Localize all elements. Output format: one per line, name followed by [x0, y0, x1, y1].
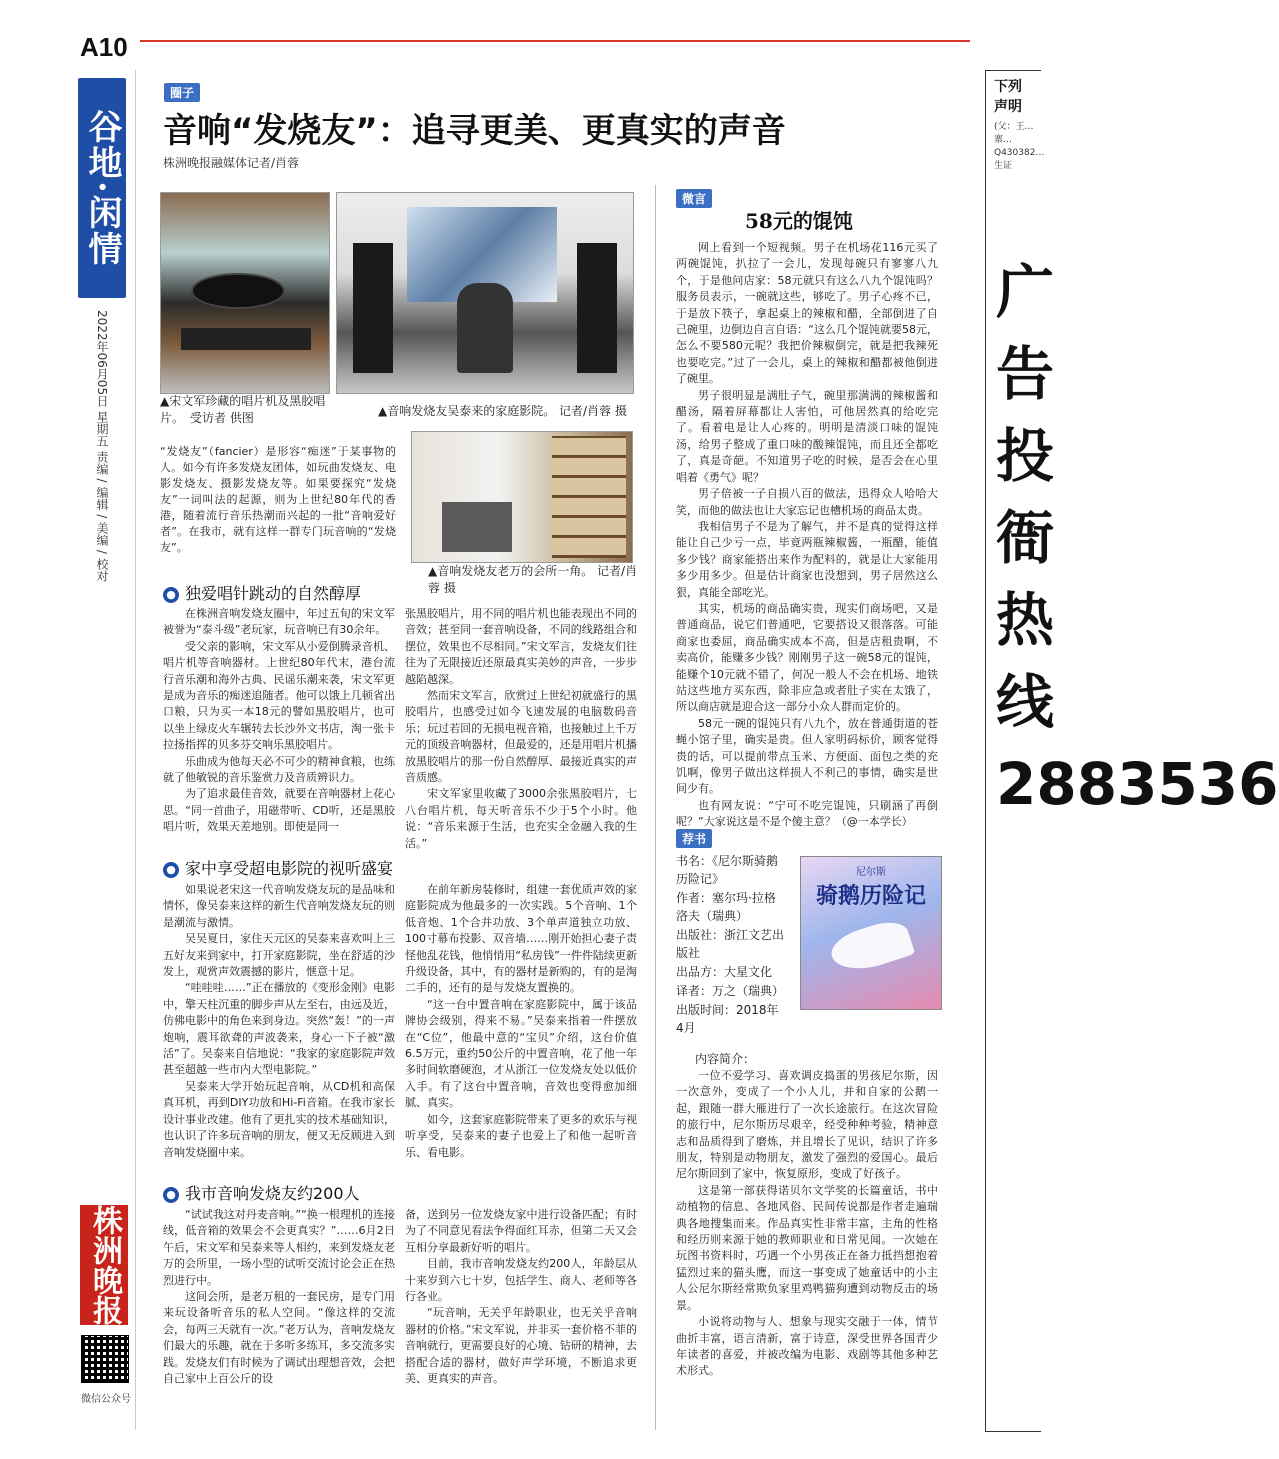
section-2-left-column: 如果说老宋这一代音响发烧友玩的是品味和情怀，像吴泰来这样的新生代音响发烧友玩的则是潮流与激情。 吴吴夏日，家住天元区的吴泰来喜欢叫上三五好友来到家中，打开家庭影院，坐在舒适的沙发上，观赏声效震撼的影片，惬意十足。 “哇哇哇……”正在播放的《变形金刚》电影中，擎天柱沉重的脚步声从左至右，由远及近，仿佛电影中的角色来到身边。突然“轰！”的一声炮响，震耳欲聋的声波袭来，身心一下子被“激活”了。吴泰来自信地说：“我家的家庭影院声效甚至超越一些市内大型电影院。” 吴泰来大学开始玩起音响，从CD机和高保真耳机，再到DIY功放和Hi-Fi音箱。在我市家长设计事业改建。他有了更扎实的技术基础知识，也认识了许多玩音响的朋友，便又无反顾进入到音响发烧圈中来。 [163, 883, 395, 1159]
book-intro: 一位不爱学习、喜欢调皮捣蛋的男孩尼尔斯，因一次意外，变成了一个小人儿，并和自家的公鹅一起，跟随一群大雁进行了一次长途旅行。在这次冒险的旅行中，尼尔斯历尽艰辛，经受种种考验，精神意志和品质得到了磨炼，并且增长了见识，结识了许多朋友，特别是动物朋友，激发了强烈的爱国心。最后尼尔斯回到了家中，恢复原形，变成了好孩子。 这是第一部获得诺贝尔文学奖的长篇童话，书中动植物的信息、各地风俗、民间传说都是作者走遍瑞典各地搜集而来。作品真实性非常丰富，主角的性格和经历则来源于她的教师职业和日常见闻。一次她在玩图书资料时，巧遇一个小男孩正在备力抵挡想抱着猛烈过来的猫头鹰，而这一事变成了她童话中的小主人公尼尔斯经常欺负家里鸡鸭猫狗遭到动物反击的场景。 小说将动物与人、想象与现实交融于一体，情节曲折丰富，语言清新，富于诗意，深受世界各国青少年读者的喜爱，并被改编为电影、戏剧等其他多种艺术形式。 [676, 1069, 938, 1378]
section-2-right-column: 在前年新房装修时，组建一套优质声效的家庭影院成为他最多的一次实践。5个音响、1个低音炮、1个合并功放、3个单声道独立功放、100寸幕布投影、双音墙……刚开始担心妻子责怪他乱花钱，他悄悄用“私房钱”一件件陆续更新升级设备，其中，有的器材是新购的，有的是淘二手的，还有的是与发烧友置换的。 “这一台中置音响在家庭影院中，属于该品牌协会级别，得来不易。”吴泰来指着一件摆放在“C位”，他最中意的“宝贝”介绍，这台价值6.5万元，重约50公斤的中置音响，花了他一年多时间软磨硬泡，才从浙江一位发烧友处以低价入手。有了这台中置音响，音效也变得愈加细腻、真实。 如今，这套家庭影院带来了更多的欢乐与视听享受，吴泰来的妻子也爱上了和他一起听音乐、看电影。 [405, 883, 637, 1159]
book-info: 书名：《尼尔斯骑鹅历险记》 作者：塞尔玛·拉格洛夫（瑞典） 出版社：浙江文艺出版社 出品方：大星文化 译者：万之（瑞典） 出版时间：2018年4月 [676, 854, 785, 1035]
section-3-right-column: 备，送到另一位发烧友家中进行设备匹配；有时为了不同意见看法争得面红耳赤，但第二天又会互相分享最新好听的唱片。 目前，我市音响发烧友约200人，年龄层从十来岁到六七十岁，包括学生、商人、老师等各行各业。 “玩音响，无关乎年龄职业，也无关乎音响器材的价格。”宋文军说，并非买一套价格不菲的音响就行，更需要良好的心境、钻研的精神，去搭配合适的器材，做好声学环境，不断追求更美、更真实的声音。 [405, 1208, 637, 1386]
top-rule [140, 40, 970, 42]
goose-illustration [827, 916, 915, 979]
ad-notice-title: 下列 声明 [994, 79, 1022, 115]
subhead-2: ● 家中享受超电影院的视听盛宴 [163, 856, 393, 879]
column-divider [655, 185, 656, 1430]
sidebar-body: 网上看到一个短视频。男子在机场花116元买了两碗馄饨，扒拉了一会儿，发现每碗只有寥寥八九个，于是他问店家：58元就只有这么八九个馄饨吗？服务员表示，一碗就这些，够吃了。男子心疼不已，于是放下筷子，拿起桌上的辣椒和醋，全部倒进了自己碗里，边倒边自言自语：“这么几个馄饨就要58元，怎么不要580元呢？我把价辣椒倒完，就是把我辣死也要吃完。”过了一会儿，桌上的辣椒和醋都被他倒进了碗里。 男子很明显是满肚子气，碗里那满满的辣椒酱和醋汤，隔着屏幕都让人害怕，可他居然真的给吃完了。看着电是让人心疼的。明明是清淡口味的馄饨汤，给男子整成了重口味的酸辣馄饨，而且还全都吃了，真是奇葩。不知道男子吃的时候，是否会在心里唱着《勇气》呢？ 男子倍被一子自损八百的做法，迅得众人哈哈大笑，而他的做法也让大家忘记也槽机场的商品太贵。 我相信男子不是为了解气，并不是真的觉得这样能让自己少亏一点，毕竟两瓶辣椒酱，一瓶醋，能值多少钱？商家能搭出来作为配料的，就是让大家能用多少用多少。但是估计商家也没想到，男子居然这么狠，真能全部吃光。 其实，机场的商品确实贵，现实们商场吧，又是普通商品，说它们普通吧，它要搭设又很落落。可能商家也委屈，商品确实成本不高，但是店租贵啊，不卖高价，能赚多少钱？刚刚男子这一碗58元的馄饨，能赚个10元就不错了，何况一般人不会在机场、地铁站这些地方买东西，除非应急或者肚子实在太饿了，所以商店就是迎合这一部分小众人群而定价的。 58元一碗的馄饨只有八九个，放在普通街道的苍蝇小馆子里，确实是贵。但人家明码标价，顾客觉得贵的话，可以提前带点玉米、方便面、面包之类的充饥啊，像男子做出这样损人不利己的事情，确实是世间少有。 也有网友说：“宁可不吃完馄饨，只刷涵了再倒呢？”大家说这是不是个傻主意？（@一本学长） [676, 241, 938, 829]
sidebar-tag: 微言 [676, 188, 712, 208]
book-tag: 荐书 [676, 828, 712, 848]
ad-strip [985, 70, 1279, 1432]
subhead-1: ● 独爱唱针跳动的自然醇厚 [163, 581, 361, 604]
page-number: A10 [80, 32, 128, 62]
photo-caption-2: ▲音响发烧友吴泰来的家庭影院。 记者/肖蓉 摄 [378, 404, 627, 418]
photo-turntable [160, 192, 330, 394]
book-cover: 尼尔斯 骑鹅历险记 [800, 856, 942, 1010]
qr-caption: 微信公众号 [81, 1394, 131, 1405]
left-rule [135, 70, 136, 1430]
article-headline: 音响“发烧友”：追寻更美、更真实的声音 [163, 111, 786, 151]
article-byline: 株洲晚报融媒体记者/肖蓉 [163, 156, 300, 170]
section-banner: 谷地·闲情 [78, 78, 126, 298]
ad-hotline: 广告投衙热线2883536 [996, 258, 1279, 818]
subhead-3: ● 我市音响发烧友约200人 [163, 1181, 360, 1204]
section-1-right-column: 张黑胶唱片，用不同的唱片机也能表现出不同的音效；甚至同一套音响设备，不同的线路组合和摆位，效果也不尽相同。”宋文军言，发烧友们往往为了无限接近还原最真实美妙的声音，一步步越陷越深。 然而宋文军言，欣赏过上世纪初就盛行的黑胶唱片，也感受过如今飞速发展的电脑数码音乐；玩过若回的无损电视音箱，也接触过上千万元的顶级音响器材，但最爱的，还是用唱片机播放黑胶唱片的那一份自然醇厚、最接近真实的声音质感。 宋文军家里收藏了3000余张黑胶唱片，七八台唱片机，每天听音乐不少于5个小时。他说：“音乐来源于生活，也充实全金融入我的生活。” [405, 607, 637, 850]
photo-caption-3: ▲音响发烧友老万的会所一角。 记者/肖蓉 摄 [428, 564, 638, 595]
brand-logo: 株洲晚报 [80, 1205, 128, 1325]
article-lead: “发烧友”（fancier）是形容“痴迷”于某事物的人。如今有许多发烧友团体，如玩曲发烧友、电影发烧友、摄影发烧友等。如果要探究“发烧友”一词叫法的起源，则为上世纪80年代的香港，随着流行音乐热潮而兴起的一批“音响爱好者”。在我市，就有这样一群专门玩音响的“发烧友”。 [160, 445, 396, 554]
sidebar-title: 58元的馄饨 [745, 209, 853, 233]
book-intro-heading: 内容简介： [695, 1052, 756, 1066]
section-tag: 圈子 [164, 82, 200, 102]
section-1-left-column: 在株洲音响发烧友圈中，年过五旬的宋文军被誉为“泰斗级”老玩家，玩音响已有30余年。 受父亲的影响，宋文军从小爱倒腾录音机、唱片机等音响器材。上世纪80年代末，港台流行音乐潮和海外古典、民谣乐潮来袭，宋文军更是成为音乐的痴迷追随者。他可以饿上几顿省出口粮，只为买一本18元的譬如黑胶唱片，也可以坐上绿皮火车辗转去长沙外文书店，淘一张卡拉扬指挥的贝多芬交响乐黑胶唱片。 乐曲成为他每天必不可少的精神食粮，也练就了他敏锐的音乐鉴赏力及音质辨识力。 为了追求最佳音效，就要在音响器材上花心思。“同一首曲子，用磁带听、CD听，还是黑胶唱片听，效果天差地别。即使是同一 [163, 607, 395, 834]
date-line: 2022年06月05日 星期五 责编 / 编辑 / 美编 / 校对 [95, 310, 109, 582]
photo-home-theater [336, 192, 634, 394]
photo-club-corner [411, 431, 633, 563]
section-3-left-column: “试试我这对丹麦音响。”“换一根理机的连接线，低音箱的效果会不会更真实？”……6月2日午后，宋文军和吴泰来等人相约，来到发烧友老万的会所里，一场小型的试听交流讨论会正在热烈进行中。 这间会所，是老万租的一套民房，是专门用来玩设备听音乐的私人空间。“像这样的交流会，每两三天就有一次。”老万认为，音响发烧友们最大的乐趣，就在于多听多练耳，多交流多实践。发烧友们有时候为了调试出理想音效，会把自己家中上百公斤的设 [163, 1208, 395, 1386]
qr-code[interactable] [81, 1335, 129, 1383]
photo-caption-1: ▲宋文军珍藏的唱片机及黑胶唱片。 受访者 供图 [160, 394, 326, 425]
ad-notice-text: (父：王… 寨… Q430382… 生证 [994, 122, 1045, 171]
